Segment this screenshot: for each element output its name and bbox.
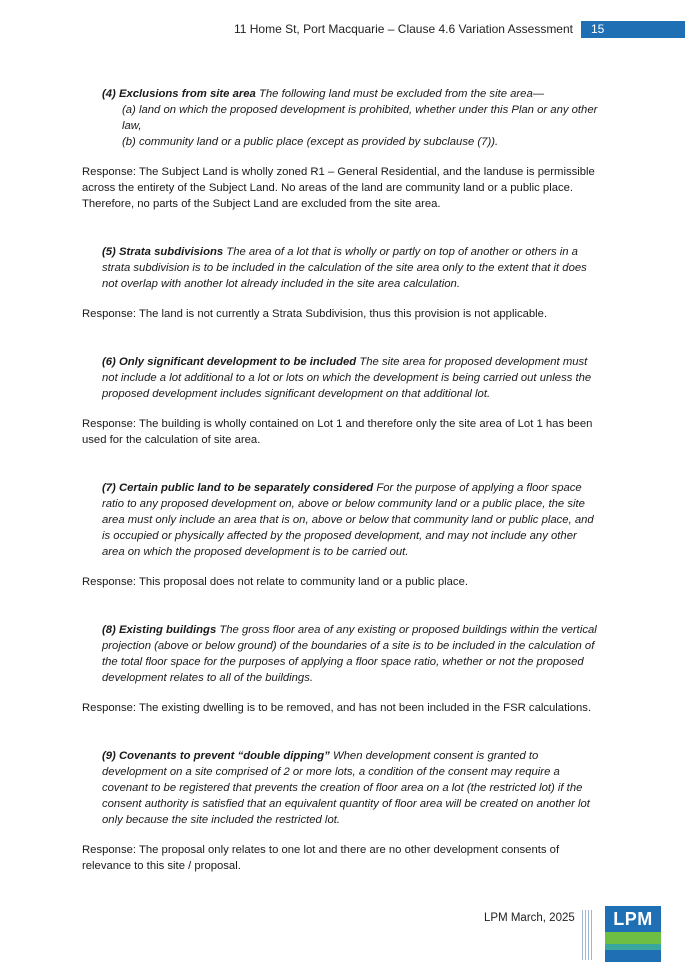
clause-6: [102, 354, 602, 402]
clause-heading: (4) Exclusions from site area: [102, 88, 256, 100]
clause-heading: (7) Certain public land to be separately considered: [102, 482, 374, 494]
clause-heading: (8) Existing buildings: [102, 624, 217, 636]
logo-text: LPM: [605, 906, 661, 932]
clause-text: The following land must be excluded from the site area—: [258, 88, 545, 100]
logo-divider-lines: [582, 910, 594, 960]
clause-subitem: (b) community land or a public place (except as provided by subclause (7)).: [122, 136, 499, 148]
clause-heading: (6) Only significant development to be included: [102, 356, 357, 368]
response-paragraph: Response: The proposal only relates to one lot and there are no other development consents of relevance to this site / proposal.: [82, 844, 560, 872]
clause-7: [102, 480, 602, 560]
response-paragraph: Response: This proposal does not relate to community land or a public place.: [82, 576, 468, 588]
response-paragraph: Response: The existing dwelling is to be removed, and has not been included in the FSR calculations.: [82, 702, 592, 714]
page-number-badge: 15: [581, 21, 685, 38]
clause-text: The gross floor area of any existing or proposed buildings within the vertical projection (above or below ground) of the boundaries of a site is to be included in the calculation of the total floor space for the purposes of applying a floor space ratio, whether or not the proposed development relates to all of the buildings.: [102, 624, 597, 684]
clause-4: [102, 86, 602, 150]
clause-heading: (9) Covenants to prevent “double dipping”: [102, 750, 330, 762]
footer-date: LPM March, 2025: [484, 912, 575, 924]
clause-text: For the purpose of applying a floor space ratio to any proposed development on, above or below community land or a public place, the site area must only include an area that is on, above or below that community land or public place, and is occupied or physically affected by the proposed development, and may not include any other area on which the proposed development is to be carried out.: [102, 482, 594, 558]
response-paragraph: Response: The land is not currently a Strata Subdivision, thus this provision is not applicable.: [82, 308, 548, 320]
page-header: [234, 20, 685, 38]
clause-text: When development consent is granted to development on a site comprised of 2 or more lots, a condition of the consent may require a covenant to be registered that prevents the creation of floor area on a lot (the restricted lot) if the consent authority is satisfied that an equivalent quantity of floor area will be created on another lot only because the site included the restricted lot.: [102, 750, 590, 826]
document-body: [82, 86, 602, 874]
clause-text: The area of a lot that is wholly or partly on top of another or others in a strata subdivision is to be included in the calculation of the site area only to the extent that it does not overlap with another lot already included in the site area calculation.: [102, 246, 587, 290]
document-title: 11 Home St, Port Macquarie – Clause 4.6 Variation Assessment: [233, 22, 573, 36]
clause-heading: (5) Strata subdivisions: [102, 246, 224, 258]
clause-9: [102, 748, 602, 828]
clause-text: The site area for proposed development must not include a lot additional to a lot or lots on which the development is being carried out unless the proposed development includes significant development on that additional lot.: [102, 356, 592, 400]
clause-8: [102, 622, 602, 686]
response-paragraph: Response: The building is wholly contained on Lot 1 and therefore only the site area of Lot 1 has been used for the calculation of site area.: [82, 418, 593, 446]
clause-5: [102, 244, 602, 292]
clause-subitem: (a) land on which the proposed development is prohibited, whether under this Plan or any other law,: [122, 104, 598, 132]
response-paragraph: Response: The Subject Land is wholly zoned R1 – General Residential, and the landuse is permissible across the entirety of the Subject Land. No areas of the land are community land or a public place. Therefore, no parts of the Subject Land are excluded from the site area.: [82, 166, 595, 210]
lpm-logo: [605, 906, 661, 962]
